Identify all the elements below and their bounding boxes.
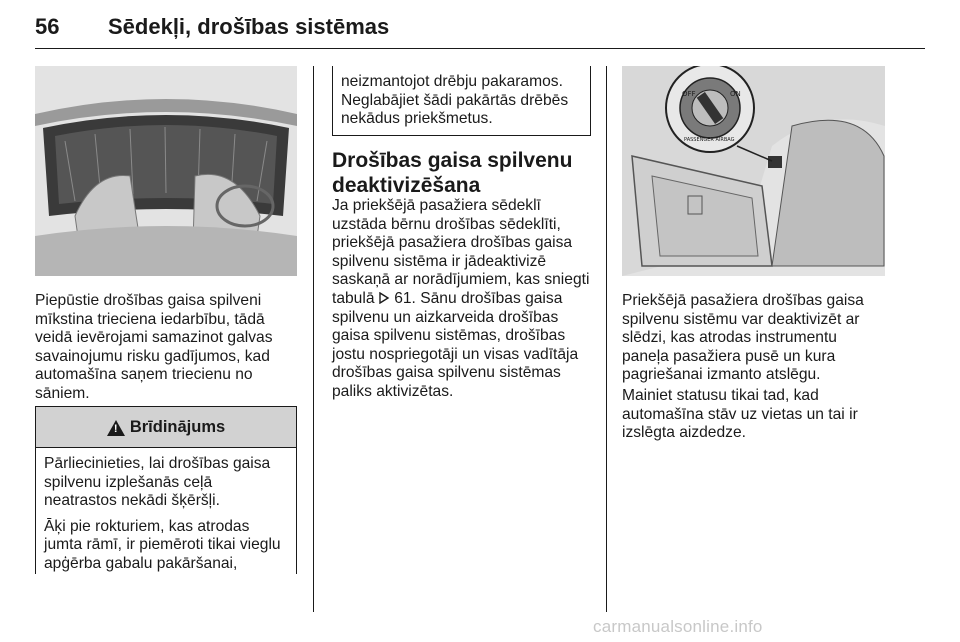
text-line: priekšējā pasažiera drošības gaisa: [332, 234, 573, 252]
text-line: Mainiet statusu tikai tad, kad: [622, 387, 819, 404]
section-heading: [332, 148, 597, 198]
curtain-airbag-illustration-icon: [35, 66, 297, 276]
text-line: neatrastos nekādi šķēršļi.: [44, 492, 220, 510]
text-line: apģērba gabalu pakāršanai,: [44, 554, 238, 572]
warning-body: [36, 448, 296, 574]
text-line: pagriešanai izmanto atslēgu.: [622, 366, 821, 384]
warning-box: [35, 406, 297, 574]
right-paragraph-1: [622, 292, 890, 385]
text-line: savainojumu risku gadījumos, kad: [35, 347, 270, 365]
watermark: carmanualsonline.info: [593, 617, 763, 636]
text-line: veidā ievērojami samazinot galvas: [35, 329, 273, 347]
text-line: Neglabājiet šādi pakārtās drēbēs: [341, 91, 569, 109]
column-divider-right: [606, 66, 607, 612]
text-line: Pārliecinieties, lai drošības gaisa: [44, 455, 271, 472]
airbag-switch-figure: [622, 66, 885, 276]
header-rule: [35, 48, 925, 49]
text-line: spilvenu sistēmu var deaktivizēt ar: [622, 310, 860, 328]
text-line: saskaņā ar norādījumiem, kas sniegti: [332, 271, 590, 289]
warning-paragraph-2: [44, 518, 288, 574]
text-line: slēdzi, kas atrodas instrumentu: [622, 329, 837, 347]
text-line: uzstāda bērnu drošības sēdeklīti,: [332, 215, 561, 233]
text-line: gaisa spilvenu sistēmas, drošības: [332, 327, 566, 345]
warning-header: [36, 407, 296, 448]
text-line: spilvenu sistēma ir jādeaktivizē: [332, 252, 547, 270]
passenger-airbag-label: PASSENGER AIRBAG: [684, 137, 735, 143]
arrow-reference-icon: [379, 292, 390, 304]
off-label: OFF: [682, 90, 696, 98]
text-line: automašīna saņem triecienu no: [35, 366, 253, 384]
warning-title: Brīdinājums: [129, 417, 226, 436]
text-fragment: tabulā: [332, 289, 375, 307]
middle-paragraph: [332, 197, 597, 402]
text-line: Āķi pie rokturiem, kas atrodas: [44, 517, 250, 535]
text-line: spilvenu un aizkarveida drošības: [332, 308, 559, 326]
text-line: mīkstina trieciena iedarbību, tādā: [35, 310, 265, 328]
warning-paragraph-1: [44, 455, 288, 511]
text-line: neizmantojot drēbju pakaramos.: [341, 73, 563, 90]
warning-continuation-box: [332, 66, 591, 136]
warning-triangle-icon: [107, 420, 125, 436]
text-line: automašīna stāv uz vietas un tai ir: [622, 405, 858, 423]
text-line: paneļa pasažiera pusē un kura: [622, 347, 836, 365]
text-line-with-reference: [332, 290, 597, 309]
text-line: nekādus priekšmetus.: [341, 110, 493, 128]
text-fragment: 61. Sānu drošības gaisa: [394, 289, 563, 307]
curtain-airbag-figure: [35, 66, 297, 276]
right-paragraph-2: [622, 387, 890, 443]
text-line: jumta rāmī, ir piemēroti tikai vieglu: [44, 536, 281, 554]
text-line: jostu nospriegotāji un visas vadītāja: [332, 345, 579, 363]
heading-line: deaktivizēšana: [332, 174, 481, 197]
section-title: Sēdekļi, drošības sistēmas: [108, 14, 390, 39]
text-line: sāniem.: [35, 384, 90, 402]
airbag-key-switch-illustration-icon: [622, 66, 885, 276]
text-line: drošības gaisa spilvenu sistēmas: [332, 364, 561, 382]
text-line: paliks aktivizētas.: [332, 382, 454, 400]
column-divider-left: [313, 66, 314, 612]
page-number: 56: [35, 14, 60, 39]
text-line: Priekšējā pasažiera drošības gaisa: [622, 292, 864, 309]
text-line: spilvenu izplešanās ceļā: [44, 473, 213, 491]
left-paragraph: [35, 292, 297, 404]
on-label: ON: [730, 90, 741, 98]
text-line: Ja priekšējā pasažiera sēdeklī: [332, 197, 541, 214]
text-line: izslēgta aizdedze.: [622, 424, 746, 442]
text-line: Piepūstie drošības gaisa spilveni: [35, 292, 262, 309]
heading-line: Drošības gaisa spilvenu: [332, 149, 573, 172]
